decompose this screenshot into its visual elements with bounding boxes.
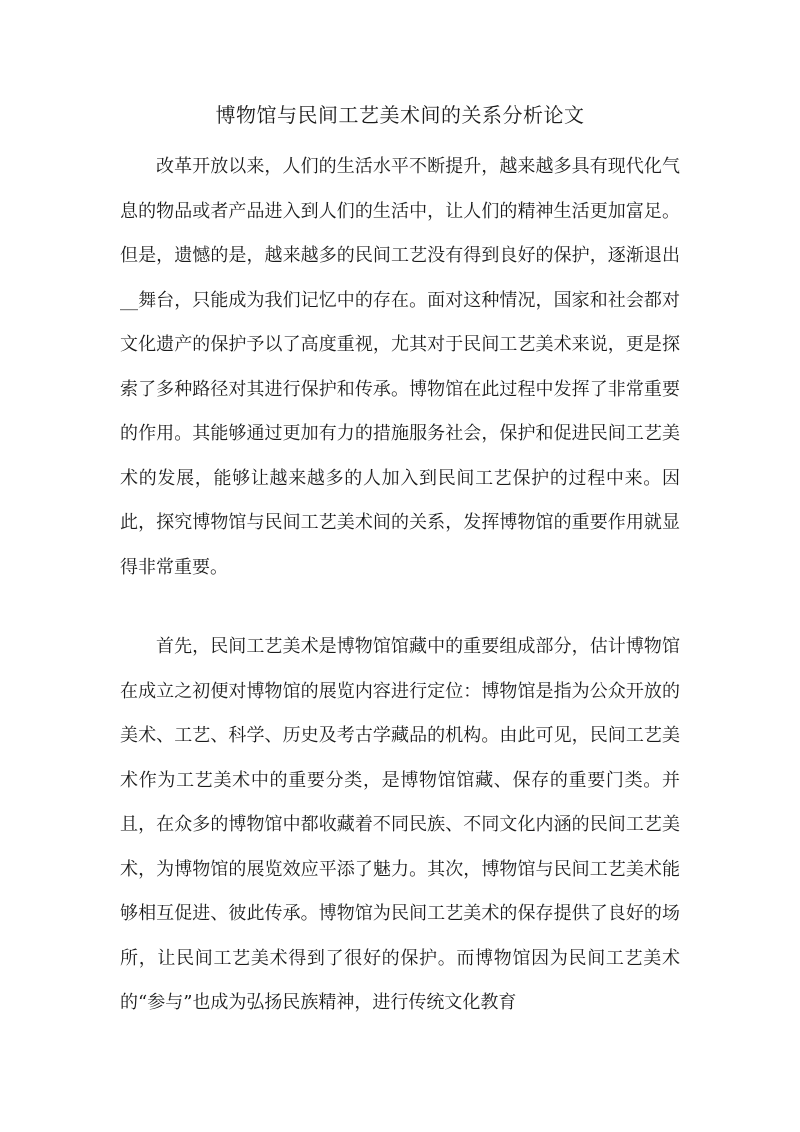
paragraph-intro: 改革开放以来，人们的生活水平不断提升，越来越多具有现代化气息的物品或者产品进入到人们的生活中，让人们的精神生活更加富足。但是，遗憾的是，越来越多的民间工艺没有得到良好的保护，逐渐退出__舞台，只能成为我们记忆中的存在。面对这种情况，国家和社会都对文化遗产的保护予以了高度重视，尤其对于民间工艺美术来说，更是探索了多种路径对其进行保护和传承。博物馆在此过程中发挥了非常重要的作用。其能够通过更加有力的措施服务社会，保护和促进民间工艺美术的发展，能够让越来越多的人加入到民间工艺保护的过程中来。因此，探究博物馆与民间工艺美术间的关系，发挥博物馆的重要作用就显得非常重要。 [120, 156, 680, 578]
paragraph-first-point: 首先，民间工艺美术是博物馆馆藏中的重要组成部分，估计博物馆在成立之初便对博物馆的展览内容进行定位：博物馆是指为公众开放的美术、工艺、科学、历史及考古学藏品的机构。由此可见，民间工艺美术作为工艺美术中的重要分类，是博物馆馆藏、保存的重要门类。并且，在众多的博物馆中都收藏着不同民族、不同文化内涵的民间工艺美术，为博物馆的展览效应平添了魅力。其次，博物馆与民间工艺美术能够相互促进、彼此传承。博物馆为民间工艺美术的保存提供了良好的场所，让民间工艺美术得到了很好的保护。而博物馆因为民间工艺美术的“参与”也成为弘扬民族精神，进行传统文化教育 [120, 636, 680, 1013]
document-title: 博物馆与民间工艺美术间的关系分析论文 [215, 103, 585, 127]
